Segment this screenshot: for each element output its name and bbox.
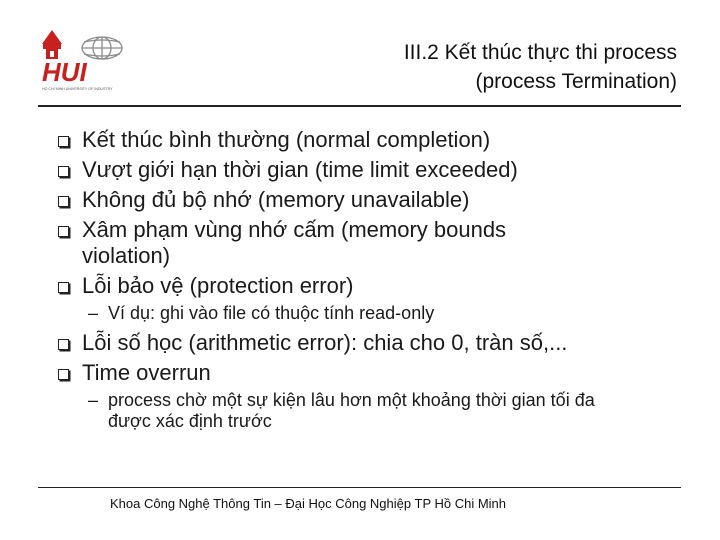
slide-title-line1: III.2 Kết thúc thực thi process [403, 41, 677, 64]
bullet-text: Vượt giới hạn thời gian (time limit exceeded) [82, 157, 518, 182]
sub-item-text: process chờ một sự kiện lâu hơn một khoảng thời gian tối đa được xác định trước [108, 390, 595, 431]
bullet-text: Lỗi bảo vệ (protection error) [82, 273, 354, 298]
bullet-text: Kết thúc bình thường (normal completion) [82, 127, 491, 152]
bullet-text: Time overrun [82, 360, 211, 385]
footer-text: Khoa Công Nghệ Thông Tin – Đại Học Công Nghiệp TP Hồ Chi Minh [110, 496, 507, 511]
top-divider [38, 105, 681, 107]
checkbox-bullet-icon [58, 339, 69, 350]
bullet-text: Không đủ bộ nhớ (memory unavailable) [82, 187, 470, 212]
slide-title [257, 38, 677, 96]
dash-bullet: – [88, 303, 99, 323]
checkbox-bullet-icon [58, 166, 69, 177]
university-logo [38, 30, 138, 92]
checkbox-bullet-icon [58, 226, 69, 237]
bullet-text: Lỗi số học (arithmetic error): chia cho 0, tràn số,... [82, 330, 568, 355]
logo-subtext: HO CHI MINH UNIVERSITY OF INDUSTRY [42, 87, 113, 91]
bullet-item-arithmetic-error [58, 330, 598, 356]
bullet-text: Xâm phạm vùng nhớ cấm (memory bounds violation) [82, 217, 507, 268]
checkbox-bullet-icon [58, 196, 69, 207]
checkbox-bullet-icon [58, 136, 69, 147]
bullet-list [58, 127, 598, 438]
checkbox-bullet-icon [58, 369, 69, 380]
dash-bullet: – [88, 390, 99, 410]
bottom-divider [38, 487, 681, 488]
bullet-item-protection-error [58, 273, 598, 299]
slide-title-line2: (process Termination) [475, 70, 677, 93]
checkbox-bullet-icon [58, 282, 69, 293]
bullet-item-memory-unavailable [58, 187, 598, 213]
bullet-item-normal-completion [58, 127, 598, 153]
bullet-item-time-limit [58, 157, 598, 183]
sub-item-time-overrun-detail [58, 390, 598, 432]
logo-lettering: HUI [42, 57, 87, 87]
sub-item-protection-example [58, 303, 598, 324]
hui-logo-icon [38, 30, 138, 92]
bullet-item-time-overrun [58, 360, 598, 386]
bullet-item-memory-bounds [58, 217, 598, 269]
sub-item-text: Ví dụ: ghi vào file có thuộc tính read-only [108, 303, 435, 323]
